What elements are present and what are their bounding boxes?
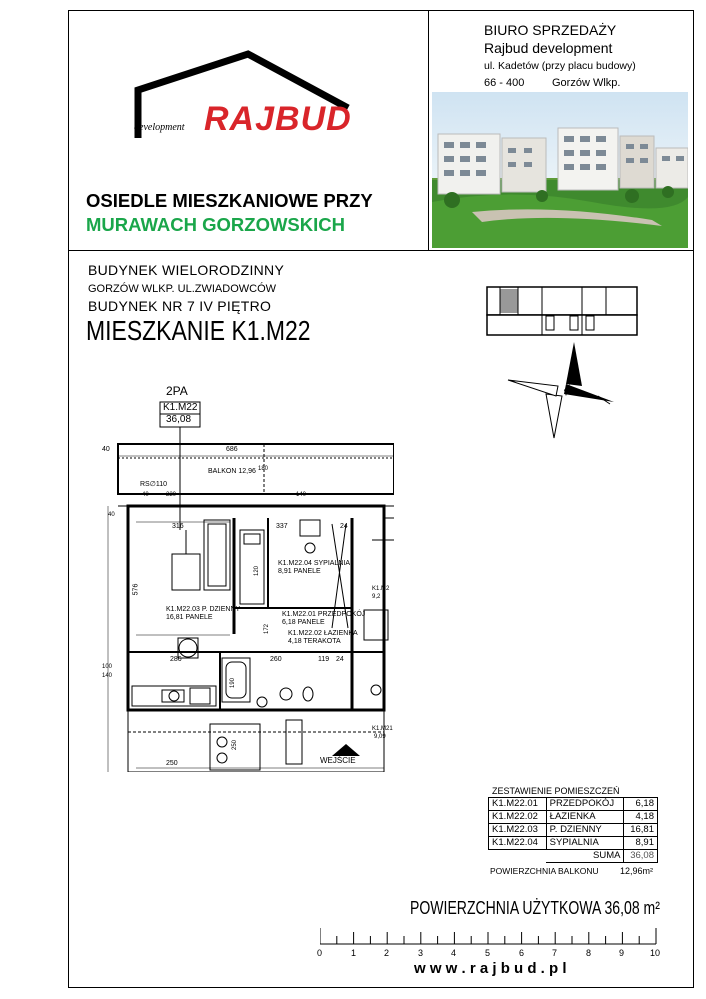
compass-rose-icon bbox=[506, 340, 616, 440]
scale-label-8: 8 bbox=[586, 948, 592, 958]
website-url: w w w . r a j b u d . p l bbox=[414, 960, 567, 977]
logo-tagline: development bbox=[134, 122, 185, 133]
dim-balcony-width: 686 bbox=[226, 446, 238, 453]
dim-24: 24 bbox=[340, 523, 348, 530]
building-location: GORZÓW WLKP. UL.ZWIADOWCÓW bbox=[88, 283, 277, 295]
dim-24b: 24 bbox=[336, 656, 344, 663]
table-row: K1.M22.02 ŁAZIENKA 4,18 bbox=[489, 811, 658, 824]
summary-title: ZESTAWIENIE POMIESZCZEŃ bbox=[492, 786, 620, 796]
building-number: BUDYNEK NR 7 IV PIĘTRO bbox=[88, 298, 272, 314]
header-divider-horizontal bbox=[68, 250, 693, 251]
dim-190: 250 bbox=[232, 739, 239, 751]
apartment-title: MIESZKANIE K1.M22 bbox=[86, 315, 311, 346]
dim-286: 286 bbox=[170, 656, 182, 663]
dim-120: 172 bbox=[264, 623, 271, 635]
office-postal: 66 - 400 bbox=[484, 77, 525, 89]
neighbor-area-2: 9,09 bbox=[374, 734, 386, 740]
scale-label-1: 1 bbox=[351, 948, 357, 958]
dim-140b: 140 bbox=[102, 673, 113, 679]
unit-type-label: 2PA bbox=[166, 384, 188, 398]
building-render-image bbox=[432, 92, 688, 248]
room-label-sypialnia: K1.M22.04 SYPIALNIA 8,91 PANELE bbox=[278, 560, 350, 575]
dim-250: 250 bbox=[166, 760, 178, 767]
usable-area: POWIERZCHNIA UŻYTKOWA 36,08 m² bbox=[410, 898, 660, 918]
balcony-area-value: 12,96m² bbox=[620, 866, 654, 876]
dim-balcony-left: 40 bbox=[102, 446, 110, 453]
table-row-sum: SUMA 36,08 bbox=[489, 850, 658, 863]
dim-180: 180 bbox=[258, 466, 269, 472]
neighbor-code-1: K1.M2 bbox=[372, 586, 390, 592]
floor-plan bbox=[100, 380, 394, 772]
dim-119: 119 bbox=[318, 656, 330, 663]
room-label-przedpokoj: K1.M22.01 PRZEDPOKÓJ 6,18 PANELE bbox=[282, 611, 366, 626]
table-row: K1.M22.04 SYPIALNIA 8,91 bbox=[489, 837, 658, 850]
estate-name-line2: MURAWACH GORZOWSKICH bbox=[86, 214, 345, 235]
balcony-label: BALKON 12,96 bbox=[208, 468, 256, 475]
key-plan-highlight bbox=[500, 289, 518, 313]
dim-268: 120 bbox=[254, 565, 261, 577]
table-row: K1.M22.01 PRZEDPOKÓJ 6,18 bbox=[489, 798, 658, 811]
office-title: BIURO SPRZEDAŻY bbox=[484, 22, 617, 38]
header-divider-vertical bbox=[428, 10, 429, 250]
building-type: BUDYNEK WIELORODZINNY bbox=[88, 262, 285, 278]
dim-140a: 140 bbox=[296, 492, 307, 498]
scale-bar bbox=[317, 928, 661, 962]
dim-576: 576 bbox=[132, 583, 140, 596]
unit-code-label: K1.M22 bbox=[163, 402, 198, 413]
dim-260: 260 bbox=[270, 656, 282, 663]
office-city: Gorzów Wlkp. bbox=[552, 77, 621, 89]
dim-40b: 40 bbox=[108, 512, 115, 518]
dim-316: 316 bbox=[172, 523, 184, 530]
office-address: ul. Kadetów (przy placu budowy) bbox=[484, 60, 636, 72]
neighbor-area-1: 9,2 bbox=[372, 594, 381, 600]
scale-label-10: 10 bbox=[650, 948, 661, 958]
table-row: K1.M22.03 P. DZIENNY 16,81 bbox=[489, 824, 658, 837]
rs-pipe-label: RS∅110 bbox=[140, 481, 167, 488]
dim-172: 190 bbox=[230, 677, 237, 689]
estate-name-line1: OSIEDLE MIESZKANIOWE PRZY bbox=[86, 190, 373, 211]
scale-label-2: 2 bbox=[384, 948, 390, 958]
scale-label-6: 6 bbox=[519, 948, 525, 958]
room-label-pokoj-dzienny: K1.M22.03 P. DZIENNY 16,81 PANELE bbox=[166, 606, 241, 621]
dim-337: 337 bbox=[276, 523, 288, 530]
rajbud-logo bbox=[134, 48, 374, 148]
rooms-summary-table bbox=[488, 797, 658, 863]
dim-40a: 40 bbox=[142, 492, 149, 498]
building-key-plan bbox=[486, 286, 638, 338]
scale-label-0: 0 bbox=[317, 948, 323, 958]
balcony-area-label: POWIERZCHNIA BALKONU bbox=[490, 866, 599, 876]
neighbor-code-2: K1.M21 bbox=[372, 726, 393, 732]
room-label-lazienka: K1.M22.02 ŁAZIENKA 4,18 TERAKOTA bbox=[288, 630, 358, 645]
office-company: Rajbud development bbox=[484, 40, 613, 56]
scale-label-9: 9 bbox=[619, 948, 625, 958]
scale-label-7: 7 bbox=[552, 948, 558, 958]
dim-100: 100 bbox=[102, 664, 113, 670]
scale-label-5: 5 bbox=[485, 948, 491, 958]
unit-area-label: 36,08 bbox=[166, 414, 192, 425]
dim-220: 220 bbox=[166, 492, 177, 498]
entrance-label: WEJŚCIE bbox=[320, 756, 356, 765]
scale-label-3: 3 bbox=[418, 948, 424, 958]
scale-label-4: 4 bbox=[451, 948, 457, 958]
logo-brand: RAJBUD bbox=[204, 100, 352, 138]
